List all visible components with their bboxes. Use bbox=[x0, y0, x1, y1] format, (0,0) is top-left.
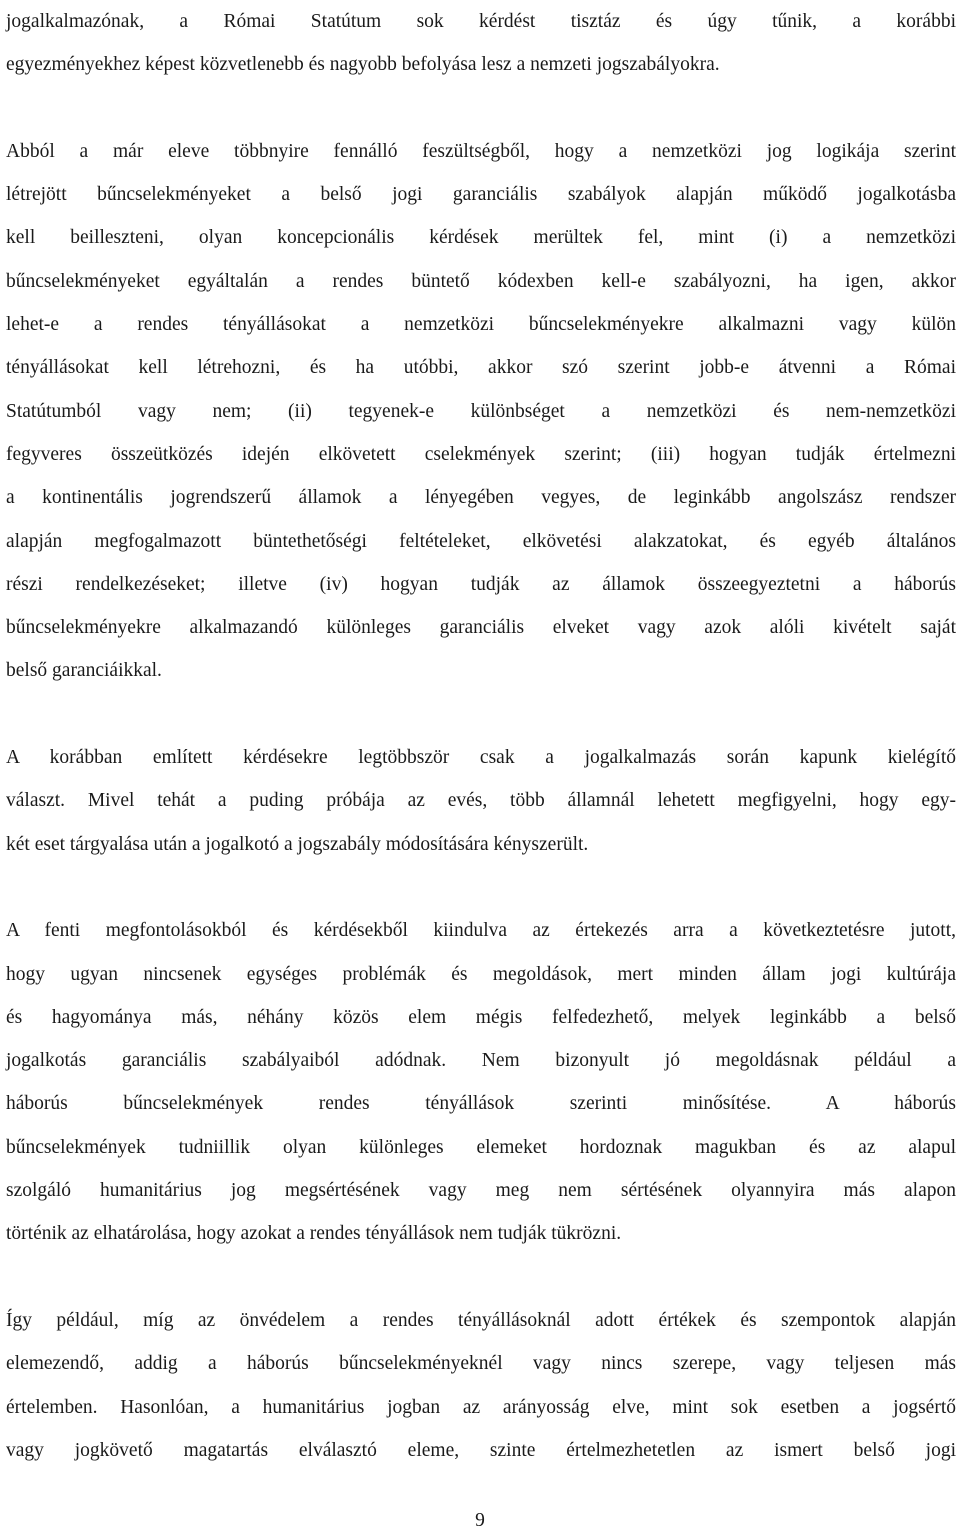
text-line: lehet-e a rendes tényállásokat a nemzetközi bűncselekményekre alkalmazni vagy külön bbox=[6, 314, 956, 336]
text-line: fegyveres összeütközés idején elkövetett cselekmények szerint; (iii) hogyan tudják értelmezni bbox=[6, 443, 956, 465]
paragraph-spacer bbox=[6, 866, 956, 909]
text-line: a kontinentális jogrendszerű államok a lényegében vegyes, de leginkább angolszász rendszer bbox=[6, 487, 956, 509]
text-line: vagy jogkövető magatartás elválasztó eleme, szinte értelmezhetetlen az ismert belső jogi bbox=[6, 1439, 956, 1461]
text-line: tényállásokat kell létrehozni, és ha utóbbi, akkor szó szerint jobb-e átvenni a Római bbox=[6, 357, 956, 379]
text-line: értelemben. Hasonlóan, a humanitárius jogban az arányosság elve, mint sok esetben a jogsértő bbox=[6, 1396, 956, 1418]
text-line: belső garanciáikkal. bbox=[6, 660, 162, 682]
text-line: szolgáló humanitárius jog megsértésének vagy meg nem sértésének olyannyira más alapon bbox=[6, 1180, 956, 1202]
text-line: választ. Mivel tehát a puding próbája az evés, több államnál lehetett megfigyelni, hogy egy- bbox=[6, 790, 956, 812]
text-line: A korábban említett kérdésekre legtöbbször csak a jogalkalmazás során kapunk kielégítő bbox=[6, 747, 956, 769]
text-line: bűncselekmények tudniillik olyan különleges elemeket hordoznak magukban és az alapul bbox=[6, 1136, 956, 1158]
text-line: jogalkalmazónak, a Római Statútum sok kérdést tisztáz és úgy tűnik, a korábbi bbox=[6, 11, 956, 32]
text-line: bűncselekményeket egyáltalán a rendes büntető kódexben kell-e szabályozni, ha igen, akkor bbox=[6, 270, 956, 292]
text-line: történik az elhatárolása, hogy azokat a rendes tényállások nem tudják tükrözni. bbox=[6, 1223, 622, 1245]
paragraph-spacer bbox=[6, 693, 956, 736]
paragraph bbox=[6, 0, 956, 87]
document-body bbox=[6, 0, 956, 1472]
text-line: jogalkotás garanciális szabályaiból adódnak. Nem bizonyult jó megoldásnak például a bbox=[6, 1050, 956, 1072]
text-line: két eset tárgyalása után a jogalkotó a jogszabály módosítására kényszerült. bbox=[6, 833, 589, 855]
text-line: létrejött bűncselekményeket a belső jogi garanciális szabályok alapján működő jogalkotásba bbox=[6, 184, 956, 206]
paragraph bbox=[6, 130, 956, 693]
text-line: hogy ugyan nincsenek egységes problémák és megoldások, mert minden állam jogi kultúrája bbox=[6, 963, 956, 985]
text-line: Így például, míg az önvédelem a rendes tényállásoknál adott értékek és szempontok alapján bbox=[6, 1309, 956, 1331]
text-line: részi rendelkezéseket; illetve (iv) hogyan tudják az államok összeegyeztetni a háborús bbox=[6, 573, 956, 595]
text-line: Statútumból vagy nem; (ii) tegyenek-e különbséget a nemzetközi és nem-nemzetközi bbox=[6, 400, 956, 422]
paragraph-spacer bbox=[6, 87, 956, 130]
paragraph-spacer bbox=[6, 1256, 956, 1299]
paragraph bbox=[6, 1299, 956, 1472]
text-line: kell beilleszteni, olyan koncepcionális kérdések merültek fel, mint (i) a nemzetközi bbox=[6, 227, 956, 249]
text-line: egyezményekhez képest közvetlenebb és nagyobb befolyása lesz a nemzeti jogszabályokra. bbox=[6, 54, 720, 76]
paragraph bbox=[6, 736, 956, 866]
text-line: elemezendő, addig a háborús bűncselekményeknél vagy nincs szerepe, vagy teljesen más bbox=[6, 1353, 956, 1375]
page-number: 9 bbox=[475, 1510, 485, 1531]
document-page bbox=[6, 0, 956, 1472]
text-line: háborús bűncselekmények rendes tényállások szerinti minősítése. A háborús bbox=[6, 1093, 956, 1115]
text-line: A fenti megfontolásokból és kérdésekből kiindulva az értekezés arra a következtetésre jutott, bbox=[6, 920, 956, 942]
paragraph bbox=[6, 909, 956, 1255]
text-line: Abból a már eleve többnyire fennálló feszültségből, hogy a nemzetközi jog logikája szerint bbox=[6, 140, 956, 162]
text-line: és hagyománya más, néhány közös elem mégis felfedezhető, melyek leginkább a belső bbox=[6, 1006, 956, 1028]
text-line: alapján megfogalmazott büntethetőségi feltételeket, elkövetési alakzatokat, és egyéb általános bbox=[6, 530, 956, 552]
text-line: bűncselekményekre alkalmazandó különleges garanciális elveket vagy azok alóli kivételt saját bbox=[6, 617, 956, 639]
